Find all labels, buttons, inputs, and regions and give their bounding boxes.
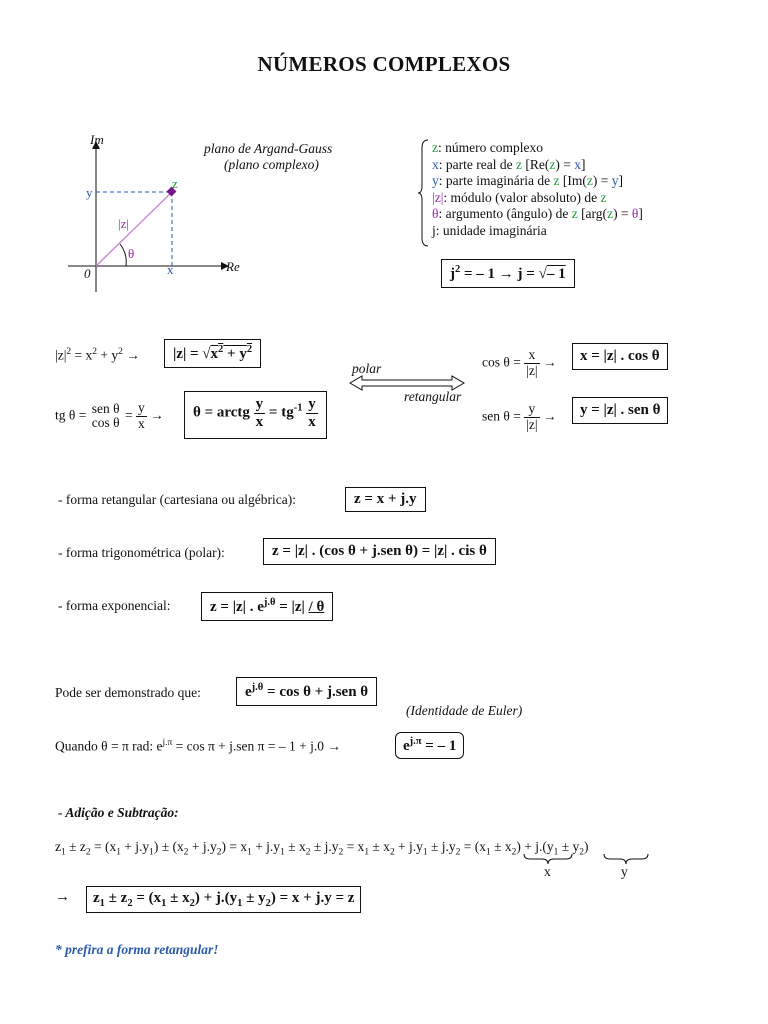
y-label: y [86,185,93,200]
modulus-label: |z| [118,216,129,231]
euler-caption: (Identidade de Euler) [406,703,523,718]
j-identity-box: $j^2$ = – 1 → j = √– 1 [441,259,575,288]
form-trigonometric-box: z = |z| . (cos θ + j.sen θ) = |z| . cis θ [263,538,496,565]
euler-label: Pode ser demonstrado que: [55,685,201,700]
form-exponential-box: z = |z| . $e^{j.\theta} = |z| / \theta$ [201,592,333,621]
theta-label: θ [128,246,135,261]
arrow-label-retangular: retangular [404,389,462,404]
arrow-label-polar: polar [352,361,382,376]
form-rectangular-label: - forma retangular (cartesiana ou algébrica): [58,492,296,507]
pi-case-label: Quando θ = π rad: $e^{j.\pi} = \cos \pi + j.sen$ π = – 1 + j.0 → [55,738,341,754]
modulus-equation: $|z|^2 = x^2 + y^2$ → [55,347,140,363]
brace-x-label: x [544,864,551,879]
result-arrow: → [55,889,70,905]
addition-line: $z_1 \pm z_2 = (x_1 + j.y_1) \pm (x_2 + j.y_2) = x_1 + j.y_1 \pm x_2 \pm j.y_2 = x_1 \pm x_2 + j.y_1 \pm j.y_2 = (x_1 \pm x_2) + j.(y_1 \pm y_2)$ [55,839,589,858]
form-trigonometric-label: - forma trigonométrica (polar): [58,545,225,560]
legend-row-y: y: parte imaginária de z [Im(z) = y] [432,173,623,188]
legend [432,140,643,239]
euler-box: $e^{j.\theta} = \cos \theta + j.sen$ θ [236,677,377,706]
page-title: NÚMEROS COMPLEXOS [257,52,511,76]
form-exponential-label: - forma exponencial: [58,598,171,613]
legend-row-z: z: número complexo [432,140,543,155]
sen-equation: sen θ = $\frac{y}{|z|}$ → [482,401,557,432]
re-label: Re [226,259,240,274]
tg-box: θ = arctg $\frac{y}{x}$ = $tg^{-1}$ $\frac{y}{x}$ [184,391,327,439]
tip-note: * prefira a forma retangular! [55,942,219,957]
legend-row-j: j: unidade imaginária [432,222,547,238]
modulus-box: $|z| = √x^2 + y^2$ [164,339,261,368]
legend-row-theta: θ: argumento (ângulo) de z [arg(z) = θ] [432,206,643,221]
origin-label: 0 [84,266,91,281]
angle-arc [120,244,126,266]
legend-brace [418,138,430,248]
im-label: Im [90,132,104,147]
underbraces [520,852,660,868]
brace-y-label: y [621,864,628,879]
diagram-caption-2: (plano complexo) [224,157,319,172]
z-label: z [172,176,178,191]
cos-box: x = |z| . cos θ [572,343,668,370]
legend-row-x: x: parte real de z [Re(z) = x] [432,156,586,172]
cos-equation: cos θ = $\frac{x}{|z|}$ → [482,347,557,378]
legend-row-modulus: |z|: módulo (valor absoluto) de z [432,189,607,205]
pi-case-box: $e^{j.\pi}$ = – 1 [395,732,464,759]
addition-heading: - Adição e Subtração: [58,805,179,820]
x-label: x [167,262,174,277]
tg-equation: tg θ = sen θ cos θ = $\frac{y}{x}$ → [55,400,164,431]
addition-result-box: $z_1 \pm z_2 = (x_1 \pm x_2) + j.(y_1 \pm y_2) = x + j.y = z$ [86,886,361,913]
form-rectangular-box: z = x + j.y [345,487,426,512]
diagram-caption-1: plano de Argand-Gauss [204,141,333,156]
sen-box: y = |z| . sen θ [572,397,668,424]
